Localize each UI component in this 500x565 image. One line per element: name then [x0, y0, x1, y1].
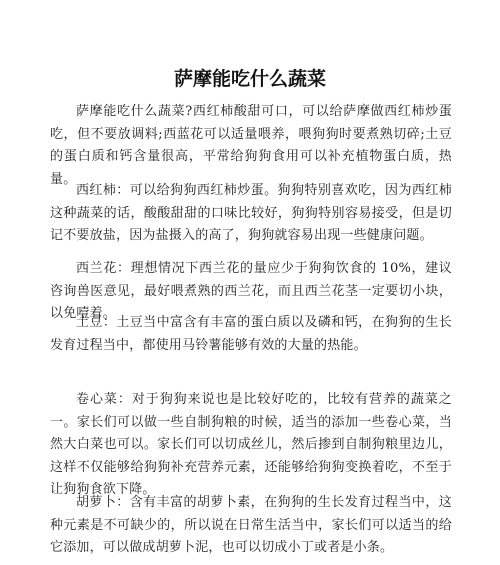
paragraph-carrot: 胡萝卜：含有丰富的胡萝卜素，在狗狗的生长发育过程当中，这种元素是不可缺少的，所以说在日常生活当中，家长们可以适当的给它添加，可以做成胡萝卜泥，也可以切成小丁或者是小条。	[50, 495, 452, 555]
paragraph-potato: 土豆：土豆当中富含有丰富的蛋白质以及磷和钙，在狗狗的生长发育过程当中，都使用马铃薯能够有效的大量的热能。	[50, 315, 452, 353]
paragraph-broccoli: 西兰花：理想情况下西兰花的量应少于狗狗饮食的 10%，建议咨询兽医意见，最好喂煮熟的西兰花，而且西兰花茎一定要切小块，以免噎着。	[50, 261, 452, 321]
paragraph-intro: 萨摩能吃什么蔬菜?西红柿酸甜可口，可以给萨摩做西红柿炒蛋吃，但不要放调料;西蓝花可以适量喂养，喂狗狗时要煮熟切碎;土豆的蛋白质和钙含量很高，平常给狗狗食用可以补充植物蛋白质，热量。	[50, 104, 452, 187]
article-title: 萨摩能吃什么蔬菜	[173, 68, 326, 90]
paragraph-tomato: 西红柿：可以给狗狗西红柿炒蛋。狗狗特别喜欢吃，因为西红柿这种蔬菜的话，酸酸甜甜的口味比较好，狗狗特别容易接受，但是切记不要放盐，因为盐摄入的高了，狗狗就容易出现一些健康问题。	[50, 183, 452, 243]
paragraph-cabbage: 卷心菜：对于狗狗来说也是比较好吃的，比较有营养的蔬菜之一。家长们可以做一些自制狗粮的时候，适当的添加一些卷心菜，当然大白菜也可以。家长们可以切成丝儿，然后掺到自制狗粮里边儿，这样不仅能够给狗狗补充营养元素，还能够给狗狗变换着吃，不至于让狗狗食欲下降。	[50, 392, 452, 497]
